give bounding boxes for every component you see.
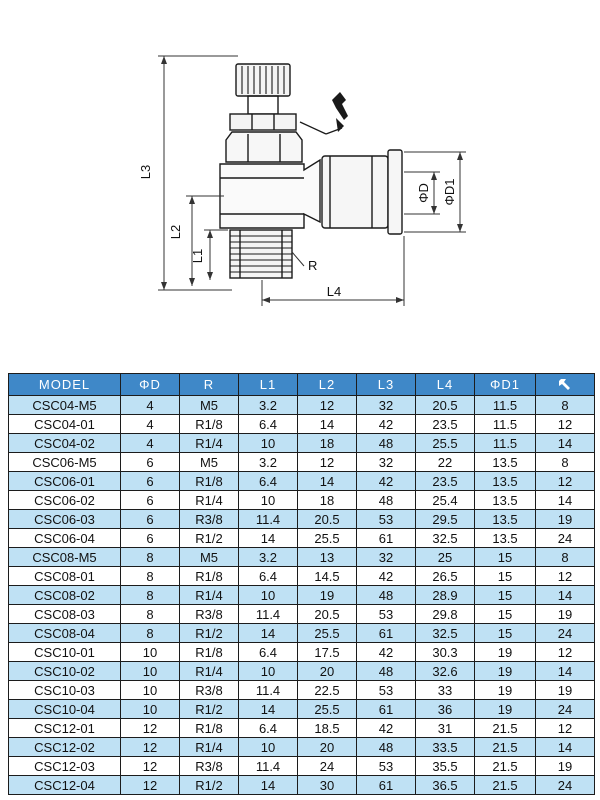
cell-d1: 19 bbox=[475, 643, 536, 662]
cell-model: CSC06-04 bbox=[9, 529, 121, 548]
cell-l2: 24 bbox=[298, 757, 357, 776]
cell-l3: 48 bbox=[357, 491, 416, 510]
cell-l1: 11.4 bbox=[239, 757, 298, 776]
cell-d: 6 bbox=[121, 453, 180, 472]
r-label: R bbox=[308, 258, 318, 273]
cell-l1: 10 bbox=[239, 586, 298, 605]
cell-l4: 20.5 bbox=[416, 396, 475, 415]
table-row bbox=[9, 472, 595, 491]
cell-model: CSC12-02 bbox=[9, 738, 121, 757]
table-row bbox=[9, 586, 595, 605]
cell-d: 10 bbox=[121, 700, 180, 719]
cell-d1: 15 bbox=[475, 567, 536, 586]
cell-d: 8 bbox=[121, 624, 180, 643]
cell-wrench-size: 19 bbox=[536, 605, 595, 624]
cell-model: CSC04-02 bbox=[9, 434, 121, 453]
cell-r: R1/8 bbox=[180, 415, 239, 434]
wrench-icon bbox=[558, 378, 572, 392]
header-l2: L2 bbox=[298, 374, 357, 396]
cell-d1: 13.5 bbox=[475, 491, 536, 510]
l1-label: L1 bbox=[190, 248, 205, 264]
cell-d: 12 bbox=[121, 719, 180, 738]
cell-r: R3/8 bbox=[180, 681, 239, 700]
cell-r: R1/4 bbox=[180, 434, 239, 453]
d1-label: ΦD1 bbox=[442, 178, 457, 206]
table-row bbox=[9, 548, 595, 567]
table-row bbox=[9, 681, 595, 700]
cell-d: 6 bbox=[121, 529, 180, 548]
cell-l3: 42 bbox=[357, 415, 416, 434]
cell-r: R1/2 bbox=[180, 776, 239, 795]
cell-l3: 53 bbox=[357, 681, 416, 700]
cell-l4: 32.5 bbox=[416, 529, 475, 548]
cell-wrench-size: 12 bbox=[536, 472, 595, 491]
cell-l1: 14 bbox=[239, 776, 298, 795]
cell-model: CSC08-M5 bbox=[9, 548, 121, 567]
cell-wrench-size: 12 bbox=[536, 719, 595, 738]
table-row bbox=[9, 605, 595, 624]
cell-r: R1/2 bbox=[180, 529, 239, 548]
cell-r: M5 bbox=[180, 453, 239, 472]
cell-model: CSC06-01 bbox=[9, 472, 121, 491]
cell-d1: 21.5 bbox=[475, 776, 536, 795]
cell-d: 10 bbox=[121, 662, 180, 681]
cell-l1: 11.4 bbox=[239, 605, 298, 624]
cell-l4: 25 bbox=[416, 548, 475, 567]
cell-l2: 30 bbox=[298, 776, 357, 795]
table-row bbox=[9, 757, 595, 776]
cell-wrench-size: 19 bbox=[536, 757, 595, 776]
cell-l4: 23.5 bbox=[416, 415, 475, 434]
cell-r: R1/2 bbox=[180, 700, 239, 719]
cell-l1: 6.4 bbox=[239, 719, 298, 738]
cell-l3: 32 bbox=[357, 548, 416, 567]
cell-r: R3/8 bbox=[180, 510, 239, 529]
cell-wrench-size: 12 bbox=[536, 415, 595, 434]
cell-d: 6 bbox=[121, 491, 180, 510]
l2-label: L2 bbox=[168, 224, 183, 240]
cell-l1: 10 bbox=[239, 434, 298, 453]
cell-l1: 6.4 bbox=[239, 567, 298, 586]
header-model: MODEL bbox=[9, 374, 121, 396]
cell-wrench-size: 8 bbox=[536, 453, 595, 472]
cell-model: CSC12-04 bbox=[9, 776, 121, 795]
cell-r: R1/8 bbox=[180, 719, 239, 738]
cell-r: R1/4 bbox=[180, 662, 239, 681]
table-row bbox=[9, 453, 595, 472]
cell-l4: 36.5 bbox=[416, 776, 475, 795]
cell-l4: 31 bbox=[416, 719, 475, 738]
cell-wrench-size: 14 bbox=[536, 434, 595, 453]
cell-r: M5 bbox=[180, 396, 239, 415]
cell-d1: 13.5 bbox=[475, 453, 536, 472]
table-row bbox=[9, 434, 595, 453]
cell-wrench-size: 14 bbox=[536, 586, 595, 605]
cell-r: R3/8 bbox=[180, 757, 239, 776]
cell-l4: 26.5 bbox=[416, 567, 475, 586]
cell-d1: 21.5 bbox=[475, 757, 536, 776]
cell-l3: 61 bbox=[357, 700, 416, 719]
cell-l1: 10 bbox=[239, 662, 298, 681]
cell-l1: 6.4 bbox=[239, 415, 298, 434]
cell-wrench-size: 24 bbox=[536, 776, 595, 795]
cell-l4: 32.5 bbox=[416, 624, 475, 643]
cell-model: CSC06-M5 bbox=[9, 453, 121, 472]
cell-l2: 12 bbox=[298, 453, 357, 472]
cell-l1: 11.4 bbox=[239, 681, 298, 700]
cell-l4: 23.5 bbox=[416, 472, 475, 491]
cell-l1: 14 bbox=[239, 529, 298, 548]
table-row bbox=[9, 624, 595, 643]
cell-model: CSC04-M5 bbox=[9, 396, 121, 415]
cell-l4: 22 bbox=[416, 453, 475, 472]
cell-l2: 13 bbox=[298, 548, 357, 567]
cell-r: R1/8 bbox=[180, 643, 239, 662]
cell-r: M5 bbox=[180, 548, 239, 567]
cell-l4: 36 bbox=[416, 700, 475, 719]
cell-l2: 25.5 bbox=[298, 700, 357, 719]
table-row bbox=[9, 396, 595, 415]
cell-d: 12 bbox=[121, 757, 180, 776]
cell-l4: 28.9 bbox=[416, 586, 475, 605]
table-row bbox=[9, 567, 595, 586]
cell-d: 10 bbox=[121, 643, 180, 662]
cell-l1: 6.4 bbox=[239, 643, 298, 662]
cell-d: 4 bbox=[121, 434, 180, 453]
d-label: ΦD bbox=[416, 183, 431, 203]
cell-l1: 3.2 bbox=[239, 453, 298, 472]
cell-l2: 14.5 bbox=[298, 567, 357, 586]
table-row bbox=[9, 719, 595, 738]
cell-d: 6 bbox=[121, 510, 180, 529]
cell-l4: 33 bbox=[416, 681, 475, 700]
cell-l2: 20 bbox=[298, 662, 357, 681]
cell-l1: 10 bbox=[239, 738, 298, 757]
cell-l4: 29.5 bbox=[416, 510, 475, 529]
cell-l2: 25.5 bbox=[298, 624, 357, 643]
l3-label: L3 bbox=[138, 164, 153, 180]
cell-model: CSC10-01 bbox=[9, 643, 121, 662]
cell-l1: 3.2 bbox=[239, 548, 298, 567]
cell-l4: 35.5 bbox=[416, 757, 475, 776]
cell-d1: 19 bbox=[475, 681, 536, 700]
cell-d: 10 bbox=[121, 681, 180, 700]
cell-d1: 19 bbox=[475, 662, 536, 681]
cell-l1: 10 bbox=[239, 491, 298, 510]
cell-l3: 48 bbox=[357, 662, 416, 681]
cell-wrench-size: 19 bbox=[536, 510, 595, 529]
cell-l2: 14 bbox=[298, 472, 357, 491]
table-row bbox=[9, 529, 595, 548]
cell-d1: 15 bbox=[475, 586, 536, 605]
cell-model: CSC08-02 bbox=[9, 586, 121, 605]
cell-l4: 33.5 bbox=[416, 738, 475, 757]
cell-l2: 12 bbox=[298, 396, 357, 415]
table-row bbox=[9, 700, 595, 719]
cell-wrench-size: 8 bbox=[536, 548, 595, 567]
cell-l3: 48 bbox=[357, 586, 416, 605]
cell-l2: 14 bbox=[298, 415, 357, 434]
cell-d1: 13.5 bbox=[475, 472, 536, 491]
cell-wrench-size: 12 bbox=[536, 567, 595, 586]
cell-l1: 6.4 bbox=[239, 472, 298, 491]
cell-l3: 42 bbox=[357, 643, 416, 662]
cell-l3: 42 bbox=[357, 719, 416, 738]
header-l4: L4 bbox=[416, 374, 475, 396]
cell-l1: 14 bbox=[239, 624, 298, 643]
cell-l2: 18 bbox=[298, 491, 357, 510]
cell-wrench-size: 24 bbox=[536, 624, 595, 643]
cell-d: 4 bbox=[121, 415, 180, 434]
cell-l2: 19 bbox=[298, 586, 357, 605]
cell-d1: 15 bbox=[475, 605, 536, 624]
header-d1: ΦD1 bbox=[475, 374, 536, 396]
cell-d: 8 bbox=[121, 586, 180, 605]
cell-l2: 20.5 bbox=[298, 605, 357, 624]
cell-d1: 19 bbox=[475, 700, 536, 719]
cell-l3: 53 bbox=[357, 605, 416, 624]
header-wrench bbox=[536, 374, 595, 396]
cell-d1: 13.5 bbox=[475, 510, 536, 529]
table-row bbox=[9, 510, 595, 529]
cell-l2: 22.5 bbox=[298, 681, 357, 700]
cell-d: 6 bbox=[121, 472, 180, 491]
table-row bbox=[9, 662, 595, 681]
cell-model: CSC08-04 bbox=[9, 624, 121, 643]
cell-l3: 53 bbox=[357, 757, 416, 776]
cell-d1: 13.5 bbox=[475, 529, 536, 548]
cell-d1: 21.5 bbox=[475, 738, 536, 757]
cell-model: CSC10-02 bbox=[9, 662, 121, 681]
cell-d1: 15 bbox=[475, 548, 536, 567]
cell-wrench-size: 14 bbox=[536, 662, 595, 681]
cell-l4: 32.6 bbox=[416, 662, 475, 681]
l4-label: L4 bbox=[326, 284, 342, 299]
header-l3: L3 bbox=[357, 374, 416, 396]
cell-r: R1/2 bbox=[180, 624, 239, 643]
cell-l2: 17.5 bbox=[298, 643, 357, 662]
cell-l4: 25.5 bbox=[416, 434, 475, 453]
table-row bbox=[9, 776, 595, 795]
cell-model: CSC08-03 bbox=[9, 605, 121, 624]
cell-model: CSC12-01 bbox=[9, 719, 121, 738]
cell-model: CSC04-01 bbox=[9, 415, 121, 434]
table-row bbox=[9, 491, 595, 510]
cell-l4: 25.4 bbox=[416, 491, 475, 510]
cell-l4: 30.3 bbox=[416, 643, 475, 662]
cell-d1: 21.5 bbox=[475, 719, 536, 738]
cell-wrench-size: 14 bbox=[536, 491, 595, 510]
cell-d1: 11.5 bbox=[475, 434, 536, 453]
cell-l3: 61 bbox=[357, 624, 416, 643]
cell-r: R1/8 bbox=[180, 472, 239, 491]
table-header-row bbox=[9, 374, 595, 396]
cell-wrench-size: 12 bbox=[536, 643, 595, 662]
cell-l3: 48 bbox=[357, 738, 416, 757]
cell-model: CSC12-03 bbox=[9, 757, 121, 776]
cell-l1: 3.2 bbox=[239, 396, 298, 415]
header-r: R bbox=[180, 374, 239, 396]
header-l1: L1 bbox=[239, 374, 298, 396]
cell-l3: 32 bbox=[357, 453, 416, 472]
cell-r: R1/4 bbox=[180, 491, 239, 510]
cell-model: CSC10-04 bbox=[9, 700, 121, 719]
cell-r: R1/4 bbox=[180, 586, 239, 605]
cell-l3: 42 bbox=[357, 472, 416, 491]
cell-r: R1/4 bbox=[180, 738, 239, 757]
header-d: ΦD bbox=[121, 374, 180, 396]
cell-d1: 11.5 bbox=[475, 396, 536, 415]
table-row bbox=[9, 643, 595, 662]
cell-d: 4 bbox=[121, 396, 180, 415]
cell-wrench-size: 8 bbox=[536, 396, 595, 415]
cell-l3: 53 bbox=[357, 510, 416, 529]
table-row bbox=[9, 415, 595, 434]
cell-l2: 18.5 bbox=[298, 719, 357, 738]
cell-wrench-size: 19 bbox=[536, 681, 595, 700]
cell-wrench-size: 24 bbox=[536, 700, 595, 719]
cell-d: 8 bbox=[121, 548, 180, 567]
cell-l3: 42 bbox=[357, 567, 416, 586]
cell-wrench-size: 14 bbox=[536, 738, 595, 757]
cell-d: 8 bbox=[121, 605, 180, 624]
cell-l2: 20.5 bbox=[298, 510, 357, 529]
cell-l4: 29.8 bbox=[416, 605, 475, 624]
table-row bbox=[9, 738, 595, 757]
fitting-drawing bbox=[0, 0, 600, 370]
cell-r: R3/8 bbox=[180, 605, 239, 624]
cell-r: R1/8 bbox=[180, 567, 239, 586]
cell-l1: 14 bbox=[239, 700, 298, 719]
cell-d1: 11.5 bbox=[475, 415, 536, 434]
cell-l3: 61 bbox=[357, 776, 416, 795]
cell-wrench-size: 24 bbox=[536, 529, 595, 548]
cell-d: 12 bbox=[121, 738, 180, 757]
cell-l2: 18 bbox=[298, 434, 357, 453]
cell-model: CSC10-03 bbox=[9, 681, 121, 700]
cell-d: 12 bbox=[121, 776, 180, 795]
cell-l3: 48 bbox=[357, 434, 416, 453]
cell-l3: 32 bbox=[357, 396, 416, 415]
cell-d: 8 bbox=[121, 567, 180, 586]
cell-l2: 20 bbox=[298, 738, 357, 757]
spec-table bbox=[8, 373, 595, 795]
cell-model: CSC06-02 bbox=[9, 491, 121, 510]
cell-l1: 11.4 bbox=[239, 510, 298, 529]
cell-d1: 15 bbox=[475, 624, 536, 643]
cell-model: CSC06-03 bbox=[9, 510, 121, 529]
cell-l2: 25.5 bbox=[298, 529, 357, 548]
wrench-callout-icon bbox=[332, 92, 348, 132]
cell-model: CSC08-01 bbox=[9, 567, 121, 586]
cell-l3: 61 bbox=[357, 529, 416, 548]
